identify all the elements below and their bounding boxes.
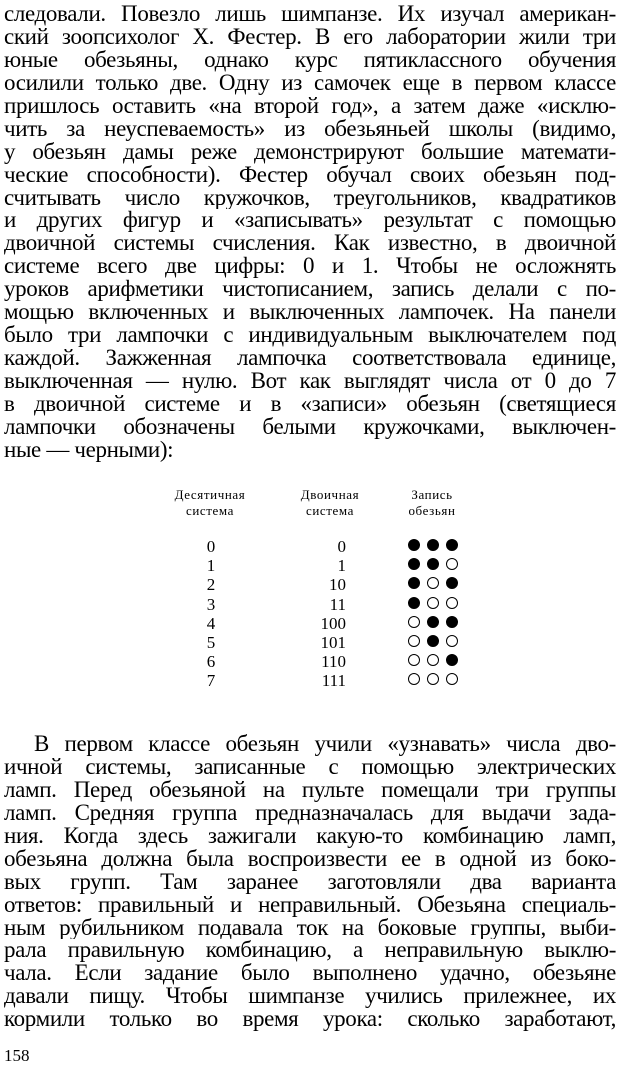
lamp-off-icon (408, 539, 420, 551)
text-line: ламп. Средняя группа предназначалась для выдачи зада- (4, 801, 616, 825)
lamp-on-icon (427, 597, 439, 609)
text-line: рала правильную комбинацию, а неправильную выклю- (4, 939, 616, 963)
binary-value: 100 (320, 613, 346, 633)
binary-value: 101 (320, 633, 346, 652)
text-line: было три лампочки с индивидуальным выключателем под (4, 324, 616, 348)
paragraph-1 (4, 3, 616, 462)
decimal-value: 0 (206, 537, 216, 556)
lamp-record (408, 615, 470, 632)
lamp-on-icon (408, 673, 420, 685)
text-line: юные обезьяны, однако курс пятиклассного обучения (4, 48, 616, 72)
binary-value: 110 (321, 652, 346, 672)
text-line: чить за неуспеваемость» из обезьяньей школы (видимо, (4, 117, 616, 141)
text-line: каждой. Зажженная лампочка соответствовала единице, (4, 347, 616, 370)
table-row (160, 556, 480, 575)
text-line: ческие способности). Фестер обучал своих обезьян под- (4, 163, 616, 187)
lamp-on-icon (427, 673, 439, 685)
lamp-on-icon (446, 673, 458, 685)
decimal-value: 4 (206, 613, 216, 633)
text-line: уроков арифметики чистописанием, запись делали с по- (4, 278, 616, 302)
text-line: двоичной системы счисления. Как известно, в двоичной (4, 232, 616, 256)
text-line: ные — черными): (4, 438, 174, 462)
text-line: считывать число кружочков, треугольников, квадратиков (4, 186, 616, 210)
text-line: ния. Когда здесь зажигали какую-то комбинацию ламп, (4, 824, 616, 848)
lamp-record (408, 672, 470, 689)
text-line: осилили только две. Одну из самочек еще в первом классе (4, 71, 616, 95)
decimal-value: 6 (206, 652, 216, 672)
table-row (160, 633, 480, 652)
decimal-value: 1 (206, 556, 216, 576)
table-row (160, 595, 480, 614)
text-line: пришлось оставить «на второй год», а затем даже «исклю- (4, 94, 616, 118)
decimal-value: 2 (206, 575, 216, 595)
lamp-record (408, 596, 470, 613)
table-row (160, 614, 480, 633)
lamp-record (408, 634, 470, 651)
lamp-off-icon (427, 539, 439, 551)
lamp-on-icon (408, 654, 420, 666)
lamp-off-icon (408, 597, 420, 609)
text-line: вых групп. Там заранее заготовляли два варианта (4, 870, 616, 894)
text-line: обезьяна должна была воспроизвести ее в одной из боко- (4, 847, 616, 871)
lamp-on-icon (408, 635, 420, 647)
text-line: ичной системы, записанные с помощью электрических (4, 755, 616, 779)
binary-value: 111 (321, 671, 346, 691)
decimal-value: 5 (206, 633, 216, 652)
lamp-on-icon (446, 558, 458, 570)
text-line: в двоичной системе и в «записи» обезьян (светящиеся (4, 392, 616, 416)
decimal-value: 7 (206, 671, 216, 691)
text-line: кормили только во время урока: сколько заработают, (4, 1008, 616, 1032)
binary-value: 10 (329, 575, 346, 595)
header-line: система (305, 503, 355, 518)
lamp-off-icon (427, 558, 439, 570)
text-line: выключенная — нулю. Вот как выглядят числа от 0 до 7 (4, 370, 616, 393)
text-line: мощью включенных и выключенных лампочек. На панели (4, 301, 616, 325)
binary-numbers-table (160, 487, 480, 692)
lamp-off-icon (446, 577, 458, 589)
lamp-on-icon (427, 577, 439, 589)
paragraph-2 (4, 733, 616, 1031)
table-row (160, 652, 480, 671)
lamp-record (408, 557, 470, 574)
text-line: давали пищу. Чтобы шимпанзе учились прилежнее, их (4, 985, 616, 1009)
text-line: ным рубильником подавала ток на боковые группы, выби- (4, 916, 616, 940)
text-line: следовали. Повезло лишь шимпанзе. Их изучал американ- (4, 3, 616, 26)
column-header-decimal (160, 487, 260, 519)
lamp-off-icon (408, 577, 420, 589)
lamp-record (408, 538, 470, 555)
text-line: и других фигур и «записывать» результат с помощью (4, 209, 616, 233)
lamp-record (408, 576, 470, 593)
lamp-off-icon (446, 654, 458, 666)
header-line: обезьян (408, 503, 456, 518)
text-line: чала. Если задание было выполнено удачно, обезьяне (4, 962, 616, 986)
page-number: 158 (4, 1046, 30, 1065)
table-row (160, 537, 480, 556)
text-line: у обезьян дамы реже демонстрируют большие математи- (4, 140, 616, 164)
text-line: системе всего две цифры: 0 и 1. Чтобы не осложнять (4, 255, 616, 279)
text-line: лампочки обозначены белыми кружочками, выключен- (4, 415, 616, 439)
lamp-off-icon (446, 616, 458, 628)
lamp-off-icon (408, 558, 420, 570)
header-line: Двоичная (300, 487, 360, 502)
table-row (160, 671, 480, 690)
text-line: ответов: правильный и неправильный. Обезьяна специаль- (4, 893, 616, 917)
lamp-on-icon (408, 616, 420, 628)
lamp-off-icon (427, 635, 439, 647)
column-header-monkey-record (394, 487, 470, 519)
text-line: ламп. Перед обезьяной на пульте помещали три группы (4, 778, 616, 802)
text-line: ский зоопсихолог Х. Фестер. В его лаборатории жили три (4, 25, 616, 49)
lamp-off-icon (427, 616, 439, 628)
header-line: Запись (411, 487, 453, 502)
header-line: система (185, 503, 235, 518)
decimal-value: 3 (206, 594, 216, 614)
binary-value: 0 (337, 537, 346, 556)
lamp-on-icon (427, 654, 439, 666)
lamp-on-icon (446, 597, 458, 609)
lamp-off-icon (446, 539, 458, 551)
binary-value: 11 (329, 594, 346, 614)
header-line: Десятичная (174, 487, 246, 502)
column-header-binary (276, 487, 384, 519)
text-line: В первом классе обезьян учили «узнавать» числа дво- (34, 733, 616, 756)
binary-value: 1 (337, 556, 346, 576)
table-row (160, 575, 480, 594)
lamp-record (408, 653, 470, 670)
lamp-on-icon (446, 635, 458, 647)
